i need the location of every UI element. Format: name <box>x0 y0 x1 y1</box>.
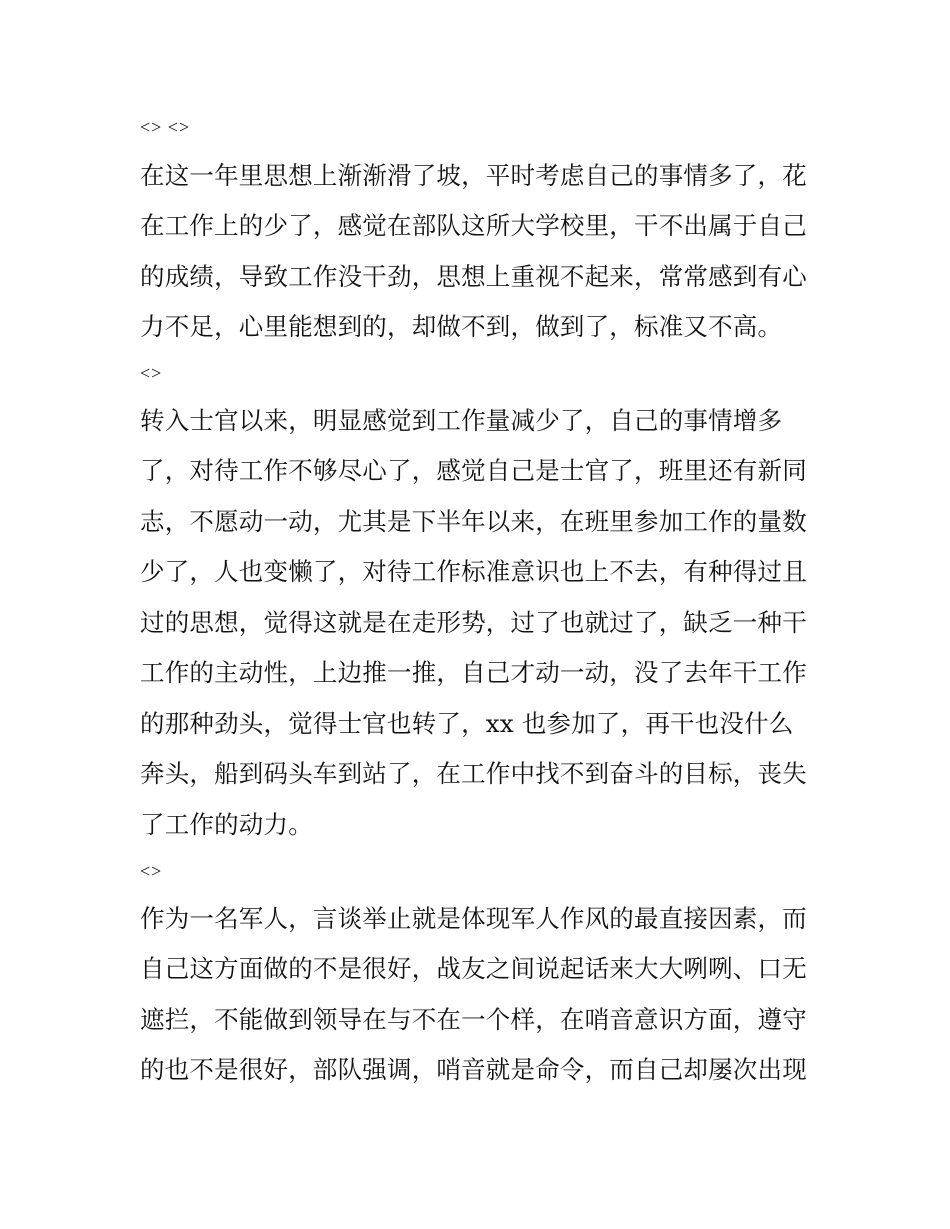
section-marker: <> <box>140 861 163 881</box>
paragraph-line: 在工作上的少了，感觉在部队这所大学校里，干不出属于自己 <box>140 211 807 240</box>
section-marker: <> <box>140 363 163 383</box>
paragraph-line: 少了，人也变懒了，对待工作标准意识也上不去，有种得过且 <box>140 557 807 586</box>
paragraph-line: 的那种劲头，觉得士官也转了，xx 也参加了，再干也没什么 <box>140 709 794 738</box>
paragraph-line: 的也不是很好，部队强调，哨音就是命令，而自己却屡次出现 <box>140 1055 807 1084</box>
paragraph-line: 遮拦，不能做到领导在与不在一个样，在哨音意识方面，遵守 <box>140 1005 807 1034</box>
paragraph-line: 在这一年里思想上渐渐滑了坡，平时考虑自己的事情多了，花 <box>140 161 807 190</box>
paragraph-line: 奔头，船到码头车到站了，在工作中找不到奋斗的目标，丧失 <box>140 759 807 788</box>
paragraph-line: 的成绩，导致工作没干劲，思想上重视不起来，常常感到有心 <box>140 262 807 291</box>
paragraph-line: 力不足，心里能想到的，却做不到，做到了，标准又不高。 <box>140 312 783 341</box>
paragraph-line: 过的思想，觉得这就是在走形势，过了也就过了，缺乏一种干 <box>140 608 807 637</box>
paragraph-line: 了，对待工作不够尽心了，感觉自己是士官了，班里还有新同 <box>140 456 807 485</box>
paragraph-line: 作为一名军人，言谈举止就是体现军人作风的最直接因素，而 <box>140 904 807 933</box>
paragraph-line: 工作的主动性，上边推一推，自己才动一动，没了去年干工作 <box>140 658 807 687</box>
paragraph-line: 志，不愿动一动，尤其是下半年以来，在班里参加工作的量数 <box>140 507 807 536</box>
paragraph-line: 自己这方面做的不是很好，战友之间说起话来大大咧咧、口无 <box>140 954 807 983</box>
section-marker: <> <> <box>140 117 191 137</box>
paragraph-line: 转入士官以来，明显感觉到工作量减少了，自己的事情增多 <box>140 406 783 435</box>
paragraph-line: 了工作的动力。 <box>140 810 313 839</box>
